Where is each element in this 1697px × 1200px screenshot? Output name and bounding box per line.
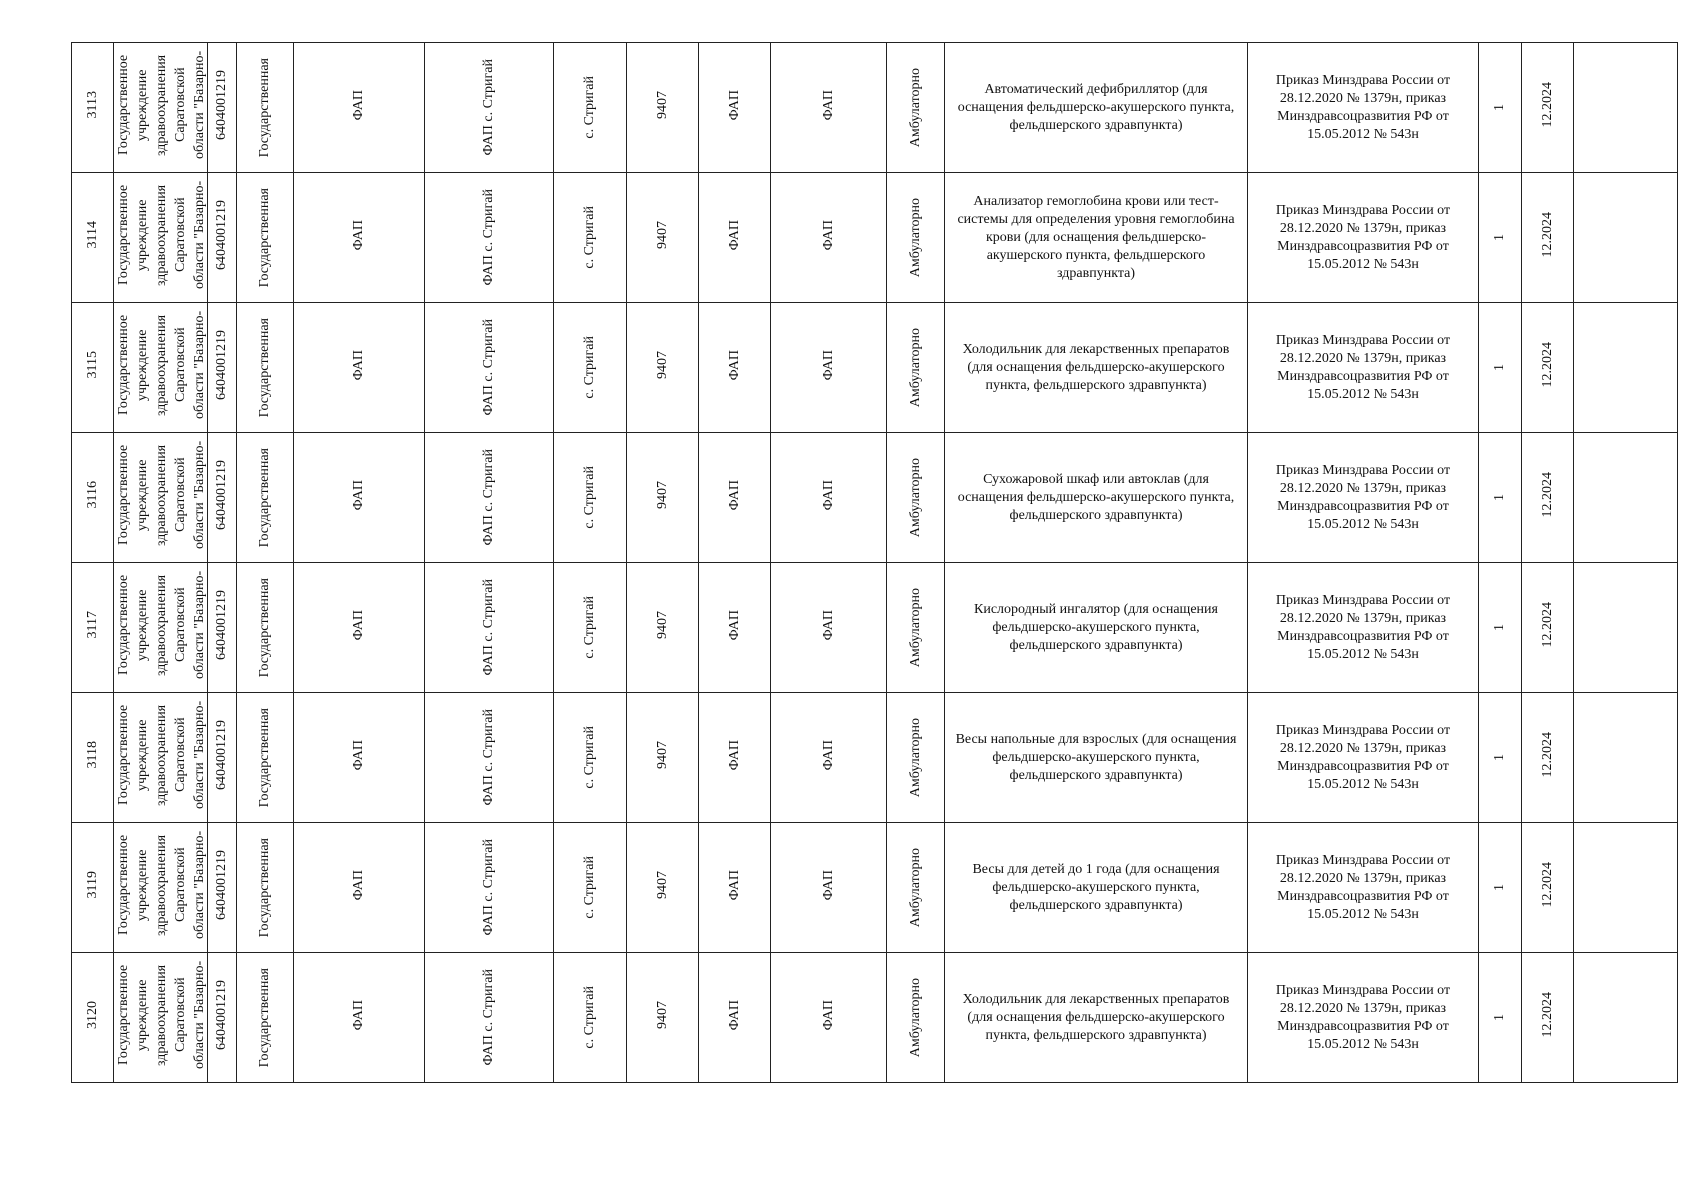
text-qty: 1 [1492,1013,1507,1021]
text-qty: 1 [1492,623,1507,631]
cell-equipment [945,823,1248,953]
text-type-a: ФАП [726,609,742,641]
cell-equipment [945,953,1248,1083]
cell-facility-type [294,693,425,823]
text-facility-name: ФАП с. Стригай [481,319,496,416]
cell-type-b [771,433,887,563]
text-facility-name: ФАП с. Стригай [481,969,496,1066]
text-institution: Государственное учреждение здравоохранения Саратовской области "Базарно- [116,440,207,550]
text-facility-name: ФАП с. Стригай [481,579,496,676]
text-id: 3114 [84,221,100,249]
cell-facility-type [294,43,425,173]
text-id: 3118 [84,741,100,769]
text-ownership: Государственная [257,707,272,808]
cell-type-a [699,823,771,953]
cell-locality [554,563,627,693]
text-locality: с. Стригай [582,466,597,529]
cell-institution [114,303,208,433]
text-equipment: Автоматический дефибриллятор (для оснащения фельдшерско-акушерского пункта, фельдшерского здравпункта) [957,81,1235,133]
cell-care-form [887,823,945,953]
text-ownership: Государственная [257,967,272,1068]
cell-quantity [1479,43,1522,173]
cell-type-b [771,693,887,823]
text-care-form: Амбулаторно [907,717,923,798]
table-row [72,43,1678,173]
cell-type-b [771,563,887,693]
cell-type-a [699,563,771,693]
cell-row-number [72,953,114,1083]
cell-empty [1574,303,1678,433]
text-code: 9407 [654,481,670,509]
text-facility-name: ФАП с. Стригай [481,839,496,936]
cell-code [627,953,699,1083]
cell-locality [554,693,627,823]
text-ownership: Государственная [257,57,272,158]
cell-facility-type [294,173,425,303]
cell-type-a [699,953,771,1083]
cell-equipment [945,303,1248,433]
cell-inn [208,43,237,173]
cell-empty [1574,953,1678,1083]
text-care-form: Амбулаторно [907,67,923,148]
text-date: 12.2024 [1539,862,1555,908]
cell-locality [554,433,627,563]
cell-facility-name [425,693,554,823]
cell-inn [208,173,237,303]
text-id: 3117 [84,611,100,639]
cell-facility-name [425,823,554,953]
text-care-form: Амбулаторно [907,847,923,928]
cell-inn [208,433,237,563]
text-date: 12.2024 [1539,992,1555,1038]
text-locality: с. Стригай [582,76,597,139]
text-type-b: ФАП [820,999,836,1031]
cell-code [627,433,699,563]
text-institution: Государственное учреждение здравоохранения Саратовской области "Базарно- [116,180,207,290]
text-type-b: ФАП [820,739,836,771]
cell-equipment [945,693,1248,823]
text-institution: Государственное учреждение здравоохранения Саратовской области "Базарно- [116,570,207,680]
text-order: Приказ Минздрава России от 28.12.2020 № 1379н, приказ Минздравсоцразвития РФ от 15.05.2012 № 543н [1275,202,1451,272]
text-locality: с. Стригай [582,206,597,269]
cell-code [627,823,699,953]
text-inn: 6404001219 [214,330,229,400]
text-order: Приказ Минздрава России от 28.12.2020 № 1379н, приказ Минздравсоцразвития РФ от 15.05.2012 № 543н [1275,722,1451,792]
text-facility-type: ФАП [351,219,366,251]
cell-equipment [945,433,1248,563]
text-inn: 6404001219 [214,850,229,920]
text-qty: 1 [1492,363,1507,371]
text-type-a: ФАП [726,349,742,381]
cell-quantity [1479,173,1522,303]
table-row [72,303,1678,433]
text-type-a: ФАП [726,869,742,901]
cell-code [627,303,699,433]
cell-type-a [699,173,771,303]
cell-date [1522,43,1574,173]
cell-quantity [1479,823,1522,953]
cell-facility-type [294,433,425,563]
text-type-a: ФАП [726,739,742,771]
cell-type-a [699,43,771,173]
text-qty: 1 [1492,753,1507,761]
text-ownership: Государственная [257,577,272,678]
cell-quantity [1479,433,1522,563]
cell-facility-name [425,563,554,693]
cell-order [1248,953,1479,1083]
text-type-b: ФАП [820,219,836,251]
cell-code [627,563,699,693]
cell-row-number [72,823,114,953]
cell-date [1522,953,1574,1083]
text-type-a: ФАП [726,999,742,1031]
cell-type-b [771,173,887,303]
cell-inn [208,563,237,693]
cell-empty [1574,823,1678,953]
cell-ownership [237,693,294,823]
text-institution: Государственное учреждение здравоохранения Саратовской области "Базарно- [116,50,207,160]
text-care-form: Амбулаторно [907,587,923,668]
text-equipment: Холодильник для лекарственных препаратов (для оснащения фельдшерско-акушерского пункта, фельдшерского здравпункта) [962,991,1230,1043]
text-type-b: ФАП [820,479,836,511]
text-inn: 6404001219 [214,980,229,1050]
cell-facility-name [425,173,554,303]
cell-locality [554,303,627,433]
cell-order [1248,433,1479,563]
text-code: 9407 [654,221,670,249]
cell-row-number [72,43,114,173]
cell-date [1522,433,1574,563]
cell-locality [554,173,627,303]
text-order: Приказ Минздрава России от 28.12.2020 № 1379н, приказ Минздравсоцразвития РФ от 15.05.2012 № 543н [1275,592,1451,662]
cell-code [627,693,699,823]
cell-care-form [887,953,945,1083]
text-ownership: Государственная [257,837,272,938]
text-equipment: Весы напольные для взрослых (для оснащения фельдшерско-акушерского пункта, фельдшерского здравпункта) [955,731,1237,783]
cell-locality [554,953,627,1083]
cell-row-number [72,303,114,433]
cell-date [1522,173,1574,303]
cell-inn [208,823,237,953]
cell-care-form [887,433,945,563]
text-care-form: Амбулаторно [907,327,923,408]
cell-facility-name [425,433,554,563]
table-row [72,563,1678,693]
text-qty: 1 [1492,233,1507,241]
document-page [71,42,1677,1070]
text-institution: Государственное учреждение здравоохранения Саратовской области "Базарно- [116,310,207,420]
cell-institution [114,823,208,953]
text-order: Приказ Минздрава России от 28.12.2020 № 1379н, приказ Минздравсоцразвития РФ от 15.05.2012 № 543н [1275,332,1451,402]
table-row [72,693,1678,823]
cell-facility-name [425,953,554,1083]
text-type-a: ФАП [726,479,742,511]
cell-institution [114,693,208,823]
text-locality: с. Стригай [582,856,597,919]
cell-institution [114,173,208,303]
cell-row-number [72,433,114,563]
table-row [72,953,1678,1083]
cell-facility-name [425,303,554,433]
cell-type-a [699,303,771,433]
table-body [72,43,1678,1083]
cell-row-number [72,693,114,823]
text-type-b: ФАП [820,609,836,641]
cell-care-form [887,43,945,173]
text-equipment: Кислородный ингалятор (для оснащения фельдшерско-акушерского пункта, фельдшерского здравпункта) [974,601,1218,653]
text-facility-name: ФАП с. Стригай [481,59,496,156]
text-facility-name: ФАП с. Стригай [481,449,496,546]
cell-locality [554,43,627,173]
cell-care-form [887,303,945,433]
text-equipment: Сухожаровой шкаф или автоклав (для оснащения фельдшерско-акушерского пункта, фельдшерского здравпункта) [957,471,1235,523]
cell-ownership [237,953,294,1083]
text-facility-type: ФАП [351,609,366,641]
text-date: 12.2024 [1539,212,1555,258]
cell-institution [114,43,208,173]
text-locality: с. Стригай [582,596,597,659]
cell-quantity [1479,563,1522,693]
cell-empty [1574,43,1678,173]
cell-equipment [945,563,1248,693]
cell-ownership [237,433,294,563]
text-type-a: ФАП [726,89,742,121]
text-facility-name: ФАП с. Стригай [481,189,496,286]
text-institution: Государственное учреждение здравоохранения Саратовской области "Базарно- [116,830,207,940]
text-order: Приказ Минздрава России от 28.12.2020 № 1379н, приказ Минздравсоцразвития РФ от 15.05.2012 № 543н [1275,72,1451,142]
text-ownership: Государственная [257,317,272,418]
text-care-form: Амбулаторно [907,977,923,1058]
cell-type-b [771,43,887,173]
cell-quantity [1479,303,1522,433]
text-ownership: Государственная [257,447,272,548]
text-care-form: Амбулаторно [907,197,923,278]
table-row [72,823,1678,953]
cell-type-b [771,953,887,1083]
text-code: 9407 [654,741,670,769]
cell-ownership [237,303,294,433]
text-code: 9407 [654,351,670,379]
text-locality: с. Стригай [582,336,597,399]
text-id: 3115 [84,351,100,379]
cell-institution [114,433,208,563]
text-id: 3120 [84,1001,100,1029]
cell-row-number [72,173,114,303]
text-facility-type: ФАП [351,479,366,511]
cell-quantity [1479,693,1522,823]
text-locality: с. Стригай [582,986,597,1049]
cell-code [627,173,699,303]
cell-facility-type [294,563,425,693]
cell-ownership [237,173,294,303]
text-facility-type: ФАП [351,89,366,121]
cell-care-form [887,173,945,303]
cell-order [1248,43,1479,173]
text-qty: 1 [1492,103,1507,111]
text-date: 12.2024 [1539,602,1555,648]
cell-care-form [887,563,945,693]
text-order: Приказ Минздрава России от 28.12.2020 № 1379н, приказ Минздравсоцразвития РФ от 15.05.2012 № 543н [1275,462,1451,532]
text-locality: с. Стригай [582,726,597,789]
text-type-b: ФАП [820,869,836,901]
text-date: 12.2024 [1539,82,1555,128]
cell-ownership [237,823,294,953]
text-id: 3113 [84,91,100,119]
cell-facility-name [425,43,554,173]
cell-date [1522,563,1574,693]
cell-order [1248,173,1479,303]
text-equipment: Анализатор гемоглобина крови или тест-системы для определения уровня гемоглобина крови (для оснащения фельдшерско-акушерского пункта, фельдшерского здравпункта) [957,193,1235,281]
cell-locality [554,823,627,953]
text-care-form: Амбулаторно [907,457,923,538]
cell-date [1522,693,1574,823]
cell-type-b [771,303,887,433]
cell-type-a [699,693,771,823]
cell-inn [208,693,237,823]
text-id: 3116 [84,481,100,509]
cell-inn [208,953,237,1083]
text-inn: 6404001219 [214,460,229,530]
text-type-a: ФАП [726,219,742,251]
cell-facility-type [294,303,425,433]
cell-order [1248,303,1479,433]
text-equipment: Холодильник для лекарственных препаратов (для оснащения фельдшерско-акушерского пункта, фельдшерского здравпункта) [962,341,1230,393]
text-order: Приказ Минздрава России от 28.12.2020 № 1379н, приказ Минздравсоцразвития РФ от 15.05.2012 № 543н [1275,852,1451,922]
cell-empty [1574,693,1678,823]
text-order: Приказ Минздрава России от 28.12.2020 № 1379н, приказ Минздравсоцразвития РФ от 15.05.2012 № 543н [1275,982,1451,1052]
text-type-b: ФАП [820,89,836,121]
cell-empty [1574,433,1678,563]
text-date: 12.2024 [1539,732,1555,778]
cell-order [1248,823,1479,953]
cell-type-b [771,823,887,953]
cell-care-form [887,693,945,823]
cell-inn [208,303,237,433]
text-qty: 1 [1492,493,1507,501]
text-inn: 6404001219 [214,720,229,790]
table-row [72,173,1678,303]
cell-equipment [945,43,1248,173]
cell-row-number [72,563,114,693]
text-institution: Государственное учреждение здравоохранения Саратовской области "Базарно- [116,960,207,1070]
text-facility-type: ФАП [351,999,366,1031]
text-qty: 1 [1492,883,1507,891]
cell-ownership [237,563,294,693]
cell-date [1522,303,1574,433]
cell-code [627,43,699,173]
text-facility-type: ФАП [351,869,366,901]
cell-empty [1574,563,1678,693]
text-facility-type: ФАП [351,739,366,771]
text-inn: 6404001219 [214,70,229,140]
text-code: 9407 [654,611,670,639]
text-equipment: Весы для детей до 1 года (для оснащения фельдшерско-акушерского пункта, фельдшерского здравпункта) [972,861,1220,913]
text-code: 9407 [654,871,670,899]
text-date: 12.2024 [1539,342,1555,388]
cell-quantity [1479,953,1522,1083]
cell-equipment [945,173,1248,303]
text-code: 9407 [654,1001,670,1029]
text-inn: 6404001219 [214,590,229,660]
cell-empty [1574,173,1678,303]
cell-ownership [237,43,294,173]
cell-institution [114,953,208,1083]
equipment-table [71,42,1678,1083]
text-id: 3119 [84,871,100,899]
cell-institution [114,563,208,693]
text-inn: 6404001219 [214,200,229,270]
text-code: 9407 [654,91,670,119]
text-ownership: Государственная [257,187,272,288]
text-institution: Государственное учреждение здравоохранения Саратовской области "Базарно- [116,700,207,810]
cell-order [1248,693,1479,823]
text-type-b: ФАП [820,349,836,381]
text-date: 12.2024 [1539,472,1555,518]
cell-facility-type [294,953,425,1083]
cell-type-a [699,433,771,563]
cell-facility-type [294,823,425,953]
text-facility-type: ФАП [351,349,366,381]
text-facility-name: ФАП с. Стригай [481,709,496,806]
cell-order [1248,563,1479,693]
table-row [72,433,1678,563]
cell-date [1522,823,1574,953]
